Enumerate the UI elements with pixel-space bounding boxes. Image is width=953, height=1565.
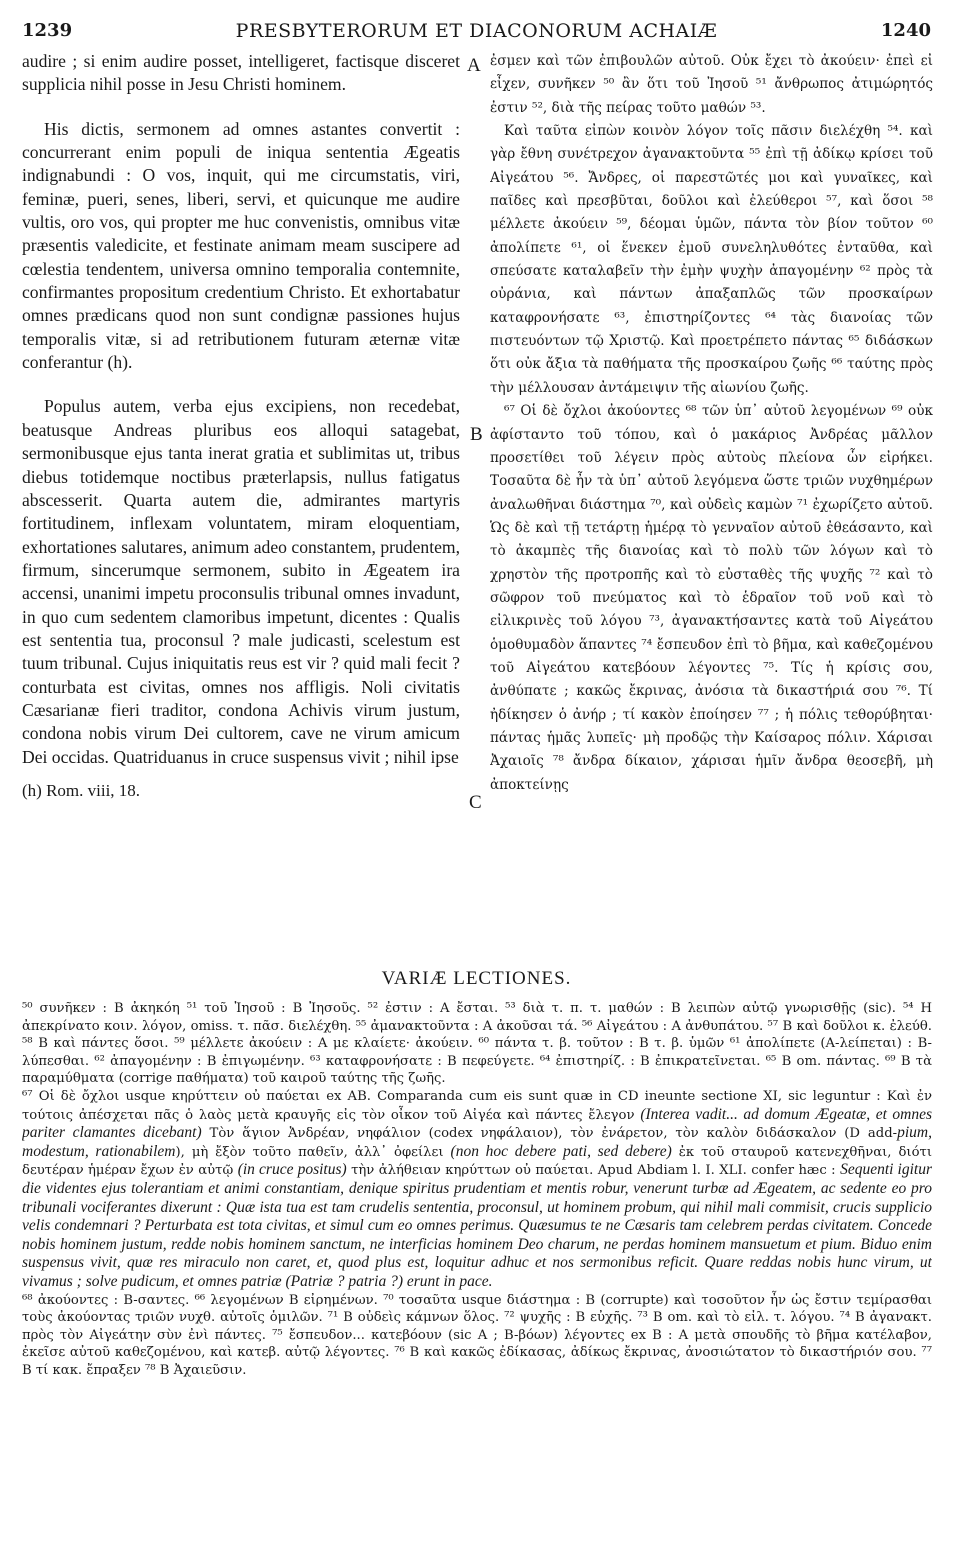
latin-paragraph-1: audire ; si enim audire posset, intelligeret, factisque disceret supplicia nihil posse in Jesu Christi hominem. — [22, 51, 460, 95]
latin-paragraph-3: Populus autem, verba ejus excipiens, non recedebat, beatusque Andreas pluribus eos alloqui satagebat, sermonibusque ejus tanta inerat gratia et sublimitas ut, tribus diebus totidemque noctibus præterlapsis, nullus fatigatus abscesserit. Quarta autem die, admirantes martyris fortitudinem, inflexam voluntatem, miram eloquentiam, exhortationes salutares, animum adeo constantem, prudentem, firmum, sincerumque sermonem, subito in Ægeatem ira accensi, unanimi impetu proconsulis tribunal omnes invadunt, in quo cum sedentem clamoribus impetunt, dicentes : Qualis est sententia tua, proconsul ? male judicasti, scelestum est tuum tribunal. Cujus iniquitatis reus est vir ? quid mali fecit ? conturbata est civitas, omnes nos affligis. Noli civitatis Cæsarianæ fieri traditor, condona Achivis virum justum, condona nobis virum Dei cultorem, cave ne virum amicum Dei occidas. Quatriduanus in cruce suspensus vivit ; nihil ipse — [22, 396, 460, 767]
variant-note-text: ⁶⁷ Οἱ δὲ ὄχλοι usque κηρύττειν οὐ παύεται ex AB. Comparanda cum eis sunt quæ in CD ineunte sectione XI, sic leguntur : Καὶ ἐν τούτοις ἀπέσχεται πᾶς ὁ λαὸς μετὰ κραυγῆς εἰς τὸν οἶκον τοῦ Αἰγέα καὶ πάντες ἔλεγον — [22, 1088, 932, 1123]
margin-marker-a: A — [467, 55, 481, 76]
variant-note-latin: (non hoc debere pati, sed debere) — [450, 1142, 672, 1160]
margin-marker-c: C — [469, 792, 482, 813]
greek-paragraph-3: ⁶⁷ Οἱ δὲ ὄχλοι ἀκούοντες ⁶⁸ τῶν ὑπ᾽ αὐτοῦ λεγομένων ⁶⁹ οὐκ ἀφίσταντο τοῦ τόπου, καὶ ὁ μακάριος Ἀνδρέας μᾶλλον προσετίθει τοῦ λέγειν πρὸς αὐτοὺς πλείονα ὧν εἰρήκει. Τοσαῦτα δὲ ἦν τὰ ὑπ᾽ αὐτοῦ λεγόμενα ὥστε τριῶν νυχθημέρων ἀναλωθῆναι διάστημα ⁷⁰, καὶ οὐδεὶς καμὼν ⁷¹ ἐχωρίζετο αὐτοῦ. Ὡς δὲ καὶ τῇ τετάρτῃ ἡμέρᾳ τὸ γενναῖον αὐτοῦ ἐθεάσαντο, καὶ τὸ ἀκαμπὲς τῆς διανοίας καὶ τὸ πολὺ τῶν λόγων καὶ τὸ χρηστὸν τῆς προτροπῆς καὶ τὸ εὐσταθὲς τῆς ψυχῆς ⁷² καὶ τὸ σῶφρον τοῦ πνεύματος καὶ τὸ ἑδραῖον τοῦ νοῦ καὶ τὸ εἰλικρινὲς τοῦ λόγου ⁷³, ἀγανακτήσαντες κατὰ τοῦ Αἰγεάτου ὁμοθυμαδὸν ἅπαντες ⁷⁴ ἔσπευδον ἐπὶ τὸ βῆμα, καὶ καθεζομένου τοῦ Αἰγεάτου κατεβόουν λέγοντες ⁷⁵. Τίς ἡ κρίσις σου, ἀνθύπατε ; κακῶς ἔκρινας, ἀνόσια τὰ δικαστήριά σου ⁷⁶. Τί ἠδίκησεν ὁ ἀνήρ ; τί κακὸν ἐποίησεν ⁷⁷ ; ἡ πόλις τεθορύβηται· πάντας ἡμᾶς λυπεῖς· μὴ προδῷς τὴν Καίσαρος πόλιν. Χάρισαι Ἀχαιοῖς ⁷⁸ ἄνδρα δίκαιον, χάρισαι ἡμῖν ἄνδρα θεοσεβῆ, μὴ ἀποκτείνῃς — [490, 403, 933, 793]
variae-lectiones-body — [22, 1000, 932, 1555]
running-head — [22, 20, 931, 52]
latin-footnote: (h) Rom. viii, 18. — [22, 780, 141, 800]
variant-note-text: ), μὴ ἔξὸν τοῦτο παθεῖν, ἀλλ᾽ ὀφείλει — [175, 1144, 444, 1160]
latin-column — [22, 50, 460, 960]
margin-marker-b: B — [470, 424, 483, 445]
variant-notes-1: ⁵⁰ συνῆκεν : B ἀκηκόη ⁵¹ τοῦ Ἰησοῦ : B Ἰησοῦς. ⁵² ἐστιν : A ἔσται. ⁵³ διὰ τ. π. τ. μαθών : B λειπὼν αὐτῷ γνωρισθῇς (sic). ⁵⁴ H ἀπεκρίνατο κοιν. λόγον, omiss. τ. πᾶσ. διελέχθη. ⁵⁵ ἀμανακτοῦντα : A ἀκοῦσαι τά. ⁵⁶ Αἰγεάτου : A ἀνθυπάτου. ⁵⁷ B καὶ δοῦλοι κ. ἐλεύθ. ⁵⁸ B καὶ πάντες ὅσοι. ⁵⁹ μέλλετε ἀκούειν : A με κλαίετε· ἀκούειν. ⁶⁰ πάντα τ. β. τοῦτον : B τ. β. ὑμῶν ⁶¹ ἀπολίπετε (A-λείπεται) : B-λύπεσθαι. ⁶² ἀπαγομένην : B ἐπιγωμένην. ⁶³ καταφρονήσατε : B πεφεύγετε. ⁶⁴ ἐπιστηρίζ. : B ἐπικρατεῖνεται. ⁶⁵ B om. πάντας. ⁶⁹ B τὰ παραμύθματα (corrige παθήματα) τοῦ καιροῦ ταύτης τῆς ζωῆς. — [22, 1001, 932, 1087]
variant-note-text: τὴν ἀλήθειαν κηρύττων οὐ παύεται. Apud Abdiam l. I. XLI. confer hæc : — [351, 1163, 836, 1179]
page-number-right: 1240 — [880, 20, 931, 41]
greek-paragraph-1: ἐσμεν καὶ τῶν ἐπιβουλῶν αὐτοῦ. Οὐκ ἔχει τὸ ἀκούειν· ἐπεὶ εἰ εἶχεν, συνῆκεν ⁵⁰ ἂν ὅτι τοῦ Ἰησοῦ ⁵¹ ἄνθρωπος ἀτιμώρητός ἐστιν ⁵², διὰ τῆς πείρας τοῦτο μαθών ⁵³. — [490, 53, 933, 116]
variant-note-text: Τὸν ἅγιον Ἀνδρέαν, νηφάλιον (codex νηφάλαιον), τὸν ἐνάρετον, τὸν καλὸν διδάσκαλον (D add- — [209, 1126, 898, 1142]
variant-note-latin: (Interea vadit... ad domum Ægeatæ, et omnes pariter clamantes dicebant) — [22, 1105, 932, 1142]
variant-note-latin: (in cruce positus) — [237, 1161, 347, 1179]
greek-paragraph-2: Καὶ ταῦτα εἰπὼν κοινὸν λόγον τοῖς πᾶσιν διελέχθη ⁵⁴. καὶ γὰρ ἔθνη συνέτρεχον ἀγανακτοῦντα ⁵⁵ ἐπὶ τῇ ἀδίκῳ κρίσει τοῦ Αἰγεάτου ⁵⁶. Ἄνδρες, οἱ παρεστῶτές μοι καὶ γυναῖκες, καὶ παῖδες καὶ πρεσβῦται, δοῦλοι καὶ ἐλεύθεροι ⁵⁷, καὶ ὅσοι ⁵⁸ μέλλετε ἀκούειν ⁵⁹, δέομαι ὑμῶν, πάντα τὸν βίον τοῦτον ⁶⁰ ἀπολίπετε ⁶¹, οἱ ἕνεκεν ἐμοῦ συνεληλυθότες ἐνταῦθα, καὶ σπεύσατε καταλαβεῖν τὴν ἐμὴν ψυχὴν ἀπαγομένην ⁶² πρὸς τὰ οὐράνια, καὶ πάντων ἀπαξαπλῶς τῶν προσκαίρων καταφρονήσατε ⁶³, ἐπιστηρίζοντες ⁶⁴ τὰς διανοίας τῶν πιστευόντων τῷ Χριστῷ. Καὶ προετρέπετο πάντας ⁶⁵ διδάσκων ὅτι οὐκ ἄξια τὰ παθήματα τῆς προσκαίρου ζωῆς ⁶⁶ ταύτης πρὸς τὴν μέλλουσαν ἀντάμειψιν τῆς αἰωνίου ζωῆς. — [490, 123, 933, 396]
page-title: PRESBYTERORUM ET DIACONORUM ACHAIÆ — [235, 20, 718, 42]
variant-note-text: ἐκ τοῦ σταυροῦ κατενεχθῆναι, διότι δευτέραν ἡμέραν ἔχων ἐν αὐτῷ — [22, 1144, 932, 1179]
variant-note-latin: pium, modestum, rationabilem — [22, 1124, 932, 1160]
variant-notes-2 — [22, 1088, 932, 1292]
variant-notes-3: ⁶⁸ ἀκούοντες : B-σαντες. ⁶⁶ λεγομένων B εἰρημένων. ⁷⁰ τοσαῦτα usque διάστημα : B (corrupte) καὶ τοσοῦτον ἦν ὡς ἔστιν τεμίρασθαι τοὺς ἀκούοντας τριῶν νυχθ. αὐτοῖς ὁμιλῶν. ⁷¹ B οὐδεὶς κάμνων ὅλος. ⁷² ψυχῆς : B εὐχῆς. ⁷³ B om. καὶ τὸ εἰλ. τ. λόγου. ⁷⁴ B ἀγανακτ. πρὸς τὸν Αἰγεάτην σὺν ἐνὶ πάντες. ⁷⁵ ἔσπευδον... κατεβόουν (sic A ; B-βόων) λέγοντες ex B : A μετὰ σπουδῆς τὸ βῆμα κατέλαβον, ἐκεῖσε αὐτοῦ καθεζομένου, καὶ κατεβ. αὐτῷ λέγοντες. ⁷⁶ B καὶ κακῶς ἐδίκασας, ἀδίκως ἔκρινας, ἀνοσιώτατον τὸ δικαστήριόν σου. ⁷⁷ B τί κακ. ἔπραξεν ⁷⁸ B Ἀχαιεῦσιν. — [22, 1292, 932, 1378]
abdias-quotation: Sequenti igitur die videntes ejus tolerantiam et animi constantiam, denique spiritus prudentiam et mentis robur, venerunt turbæ ad Ægeatem, ac sedente eo pro tribunali vociferantes dixerunt : Quæ ista tua est tam crudelis sententia, proconsul, ut hominem probum, qui nihil mali commisit, crucis supplicio velis condemnari ? Perturbata est tota civitas, et simul cum eo omnes perimus. Quæsumus te ne Cæsaris tam celebrem perdas civitatem. Concede nobis hominem justum, redde nobis hominem sanctum, ne interficias hominem Deo charum, ne perdas hominem mansuetum et pium. Biduo enim suspensus vivit, quæ res miraculo non caret, et, quod plus est, loquitur adhuc et nos sermonibus reficit. Quare reddas nobis hunc virum, ut vivamus ; solve pudicum, et omnes patriæ (Patriæ ? patria ?) erunt in pace. — [22, 1161, 932, 1290]
latin-paragraph-2: His dictis, sermonem ad omnes astantes convertit : concurrerant enim populi de iniqua sententia Ægeatis indignabundi : O vos, inquit, qui me circumstatis, viri, feminæ, pueri, senes, liberi, servi, et quicunque me audire vultis, oro vos, qui propter me huc convenistis, omnibus vitæ præsentis valedicite, et festinate animam meam suscipere ad cœlestia tendentem, universa omnino temporalia contemnite, confirmantes propositum credentium Christo. Et exhortabatur omnes prædicans quod non sunt condignæ passiones hujus temporalis vitæ, si ad retributionem futuram æternæ vitæ conferantur (h). — [22, 118, 460, 373]
page-number-left: 1239 — [22, 20, 73, 41]
greek-column — [490, 50, 933, 960]
variae-lectiones-title: VARIÆ LECTIONES. — [381, 968, 572, 989]
